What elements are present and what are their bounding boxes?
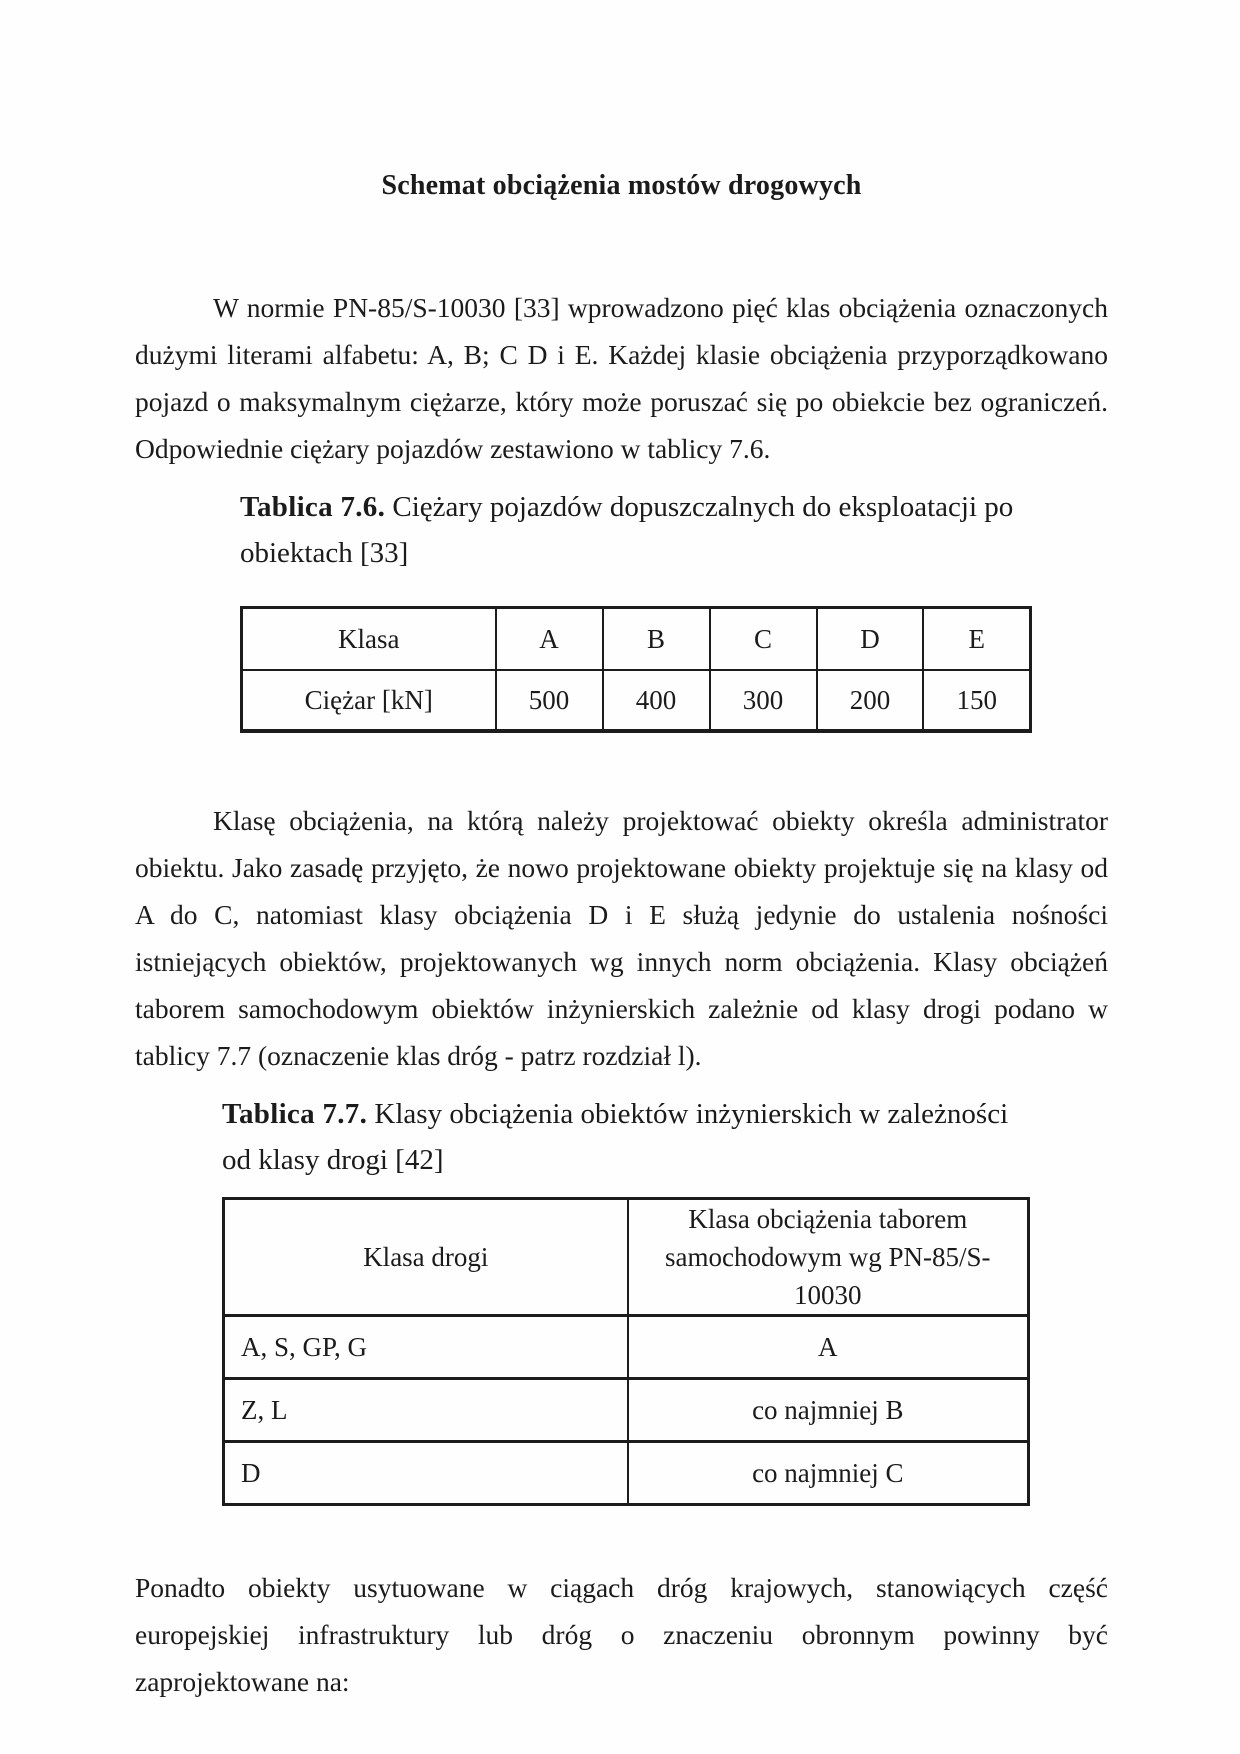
column-header: E xyxy=(923,608,1030,671)
column-header: A xyxy=(496,608,603,671)
table-cell: 200 xyxy=(817,670,924,731)
table-cell: 500 xyxy=(496,670,603,731)
table-cell: A, S, GP, G xyxy=(224,1316,628,1379)
table-cell: Z, L xyxy=(224,1379,628,1442)
table-row xyxy=(224,1379,1029,1442)
table-7-7-caption-text: Klasy obciążenia obiektów inżynierskich w zależności od klasy drogi [42] xyxy=(222,1098,1009,1176)
table-cell: A xyxy=(628,1316,1029,1379)
table-7-6-caption xyxy=(240,484,1038,576)
column-header: B xyxy=(603,608,710,671)
column-header: C xyxy=(710,608,817,671)
table-7-6 xyxy=(240,606,1032,733)
paragraph-intro: W normie PN-85/S-10030 [33] wprowadzono pięć klas obciążenia oznaczonych dużymi literami alfabetu: A, B; C D i E. Każdej klasie obciążenia przyporządkowano pojazd o maksymalnym ciężarze, który może poruszać się po obiekcie bez ograniczeń. Odpowiednie ciężary pojazdów zestawiono w tablicy 7.6. xyxy=(135,292,1108,464)
table-row xyxy=(242,670,1031,731)
table-7-6-caption-text: Ciężary pojazdów dopuszczalnych do eksploatacji po obiektach [33] xyxy=(240,491,1014,569)
column-header: Klasa obciążenia taborem samochodowym wg PN-85/S-10030 xyxy=(628,1199,1029,1316)
column-header: D xyxy=(817,608,924,671)
table-cell: D xyxy=(224,1442,628,1505)
column-header: Klasa xyxy=(242,608,496,671)
table-7-6-header-row xyxy=(242,608,1031,671)
page-title: Schemat obciążenia mostów drogowych xyxy=(381,170,862,201)
table-7-6-caption-label: Tablica 7.6. xyxy=(240,491,386,523)
column-header: Klasa drogi xyxy=(224,1199,628,1316)
table-7-7-caption-label: Tablica 7.7. xyxy=(222,1098,368,1130)
table-7-7 xyxy=(222,1197,1030,1506)
table-row xyxy=(224,1442,1029,1505)
page-content xyxy=(0,170,1240,1705)
table-7-7-header-row xyxy=(224,1199,1029,1316)
table-cell: 150 xyxy=(923,670,1030,731)
table-7-7-caption xyxy=(222,1091,1042,1183)
paragraph-closing: Ponadto obiekty usytuowane w ciągach dróg krajowych, stanowiących część europejskiej infrastruktury lub dróg o znaczeniu obronnym powinny być zaprojektowane na: xyxy=(135,1572,1108,1697)
table-row xyxy=(224,1316,1029,1379)
table-cell: 300 xyxy=(710,670,817,731)
table-cell: Ciężar [kN] xyxy=(242,670,496,731)
table-cell: 400 xyxy=(603,670,710,731)
table-cell: co najmniej B xyxy=(628,1379,1029,1442)
table-cell: co najmniej C xyxy=(628,1442,1029,1505)
paragraph-body: Klasę obciążenia, na którą należy projektować obiekty określa administrator obiektu. Jako zasadę przyjęto, że nowo projektowane obiekty projektuje się na klasy od A do C, natomiast klasy obciążenia D i E służą jedynie do ustalenia nośności istniejących obiektów, projektowanych wg innych norm obciążenia. Klasy obciążeń taborem samochodowym obiektów inżynierskich zależnie od klasy drogi podano w tablicy 7.7 (oznaczenie klas dróg - patrz rozdział l). xyxy=(135,805,1108,1071)
